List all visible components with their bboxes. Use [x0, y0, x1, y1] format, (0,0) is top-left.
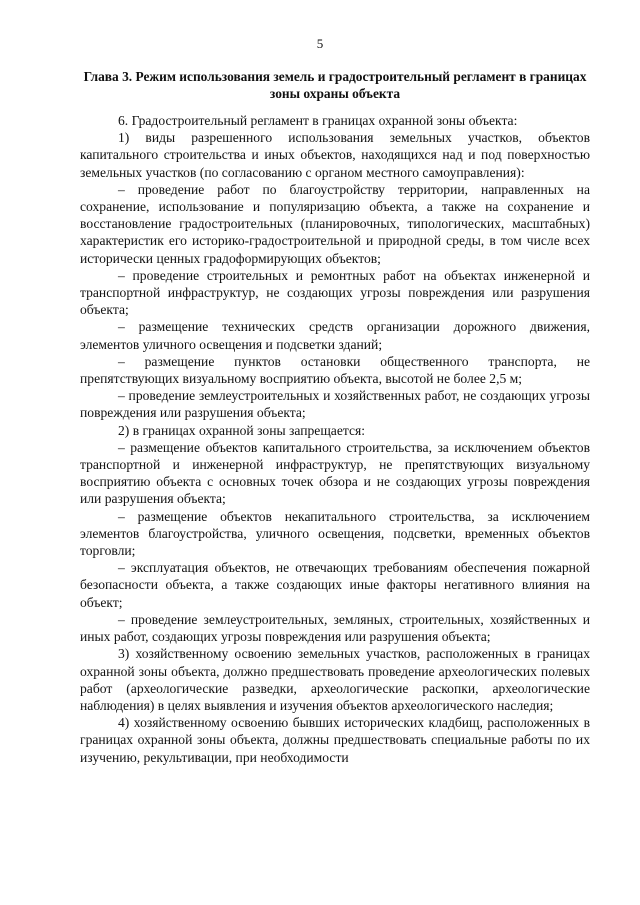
paragraph: – проведение строительных и ремонтных работ на объектах инженерной и транспортной инфраструктур, не создающих угрозы повреждения или разрушения объекта;: [80, 267, 590, 318]
chapter-title: Глава 3. Режим использования земель и градостроительный регламент в границах зоны охраны объекта: [83, 69, 587, 101]
paragraph: – размещение объектов некапитального строительства, за исключением элементов благоустройства, уличного освещения, подсветки, временных объектов торговли;: [80, 508, 590, 559]
paragraph: 1) виды разрешенного использования земельных участков, объектов капитального строительства и иных объектов, находящихся над и под поверхностью земельных участков (по согласованию с органом местного самоуправления):: [80, 130, 590, 180]
paragraph: 3) хозяйственному освоению земельных участков, расположенных в границах охранной зоны объекта, должно предшествовать проведение археологических полевых работ (археологические разведки, археологические раскопки, археологические наблюдения) в целях выявления и изучения объектов археологического наследия;: [80, 646, 590, 713]
paragraph: 6. Градостроительный регламент в границах охранной зоны объекта:: [118, 113, 518, 128]
paragraph: – размещение объектов капитального строительства, за исключением объектов транспортной и инженерной инфраструктур, не препятствующих визуальному восприятию объекта с основных точек обзора и не создающих угрозы повреждения или разрушения объекта;: [80, 439, 590, 507]
page-number: 5: [316, 36, 324, 51]
document-body: [80, 112, 590, 766]
paragraph: 4) хозяйственному освоению бывших исторических кладбищ, расположенных в границах охранной зоны объекта, должны предшествовать специальные работы по их изучению, рекультивации, при необходимости: [80, 715, 590, 765]
paragraph: – размещение технических средств организации дорожного движения, элементов уличного освещения и подсветки зданий;: [80, 319, 590, 352]
paragraph: – проведение землеустроительных и хозяйственных работ, не создающих угрозы повреждения или разрушения объекта;: [80, 388, 590, 421]
paragraph: – эксплуатация объектов, не отвечающих требованиям обеспечения пожарной безопасности объекта, а также создающих иные факторы негативного влияния на объект;: [80, 560, 590, 610]
paragraph: – размещение пунктов остановки общественного транспорта, не препятствующих визуальному восприятию объекта, высотой не более 2,5 м;: [80, 353, 590, 387]
paragraph: 2) в границах охранной зоны запрещается:: [118, 422, 366, 438]
paragraph: – проведение работ по благоустройству территории, направленных на сохранение, использование и популяризацию объекта, а также на сохранение и восстановление градостроительных (планировочных, типологических, масштабных) характеристик его историко-градостроительной и природной среды, в том числе всех исторически ценных градоформирующих объектов;: [80, 181, 590, 266]
paragraph: – проведение землеустроительных, земляных, строительных, хозяйственных и иных работ, создающих угрозы повреждения или разрушения объекта;: [80, 611, 590, 645]
